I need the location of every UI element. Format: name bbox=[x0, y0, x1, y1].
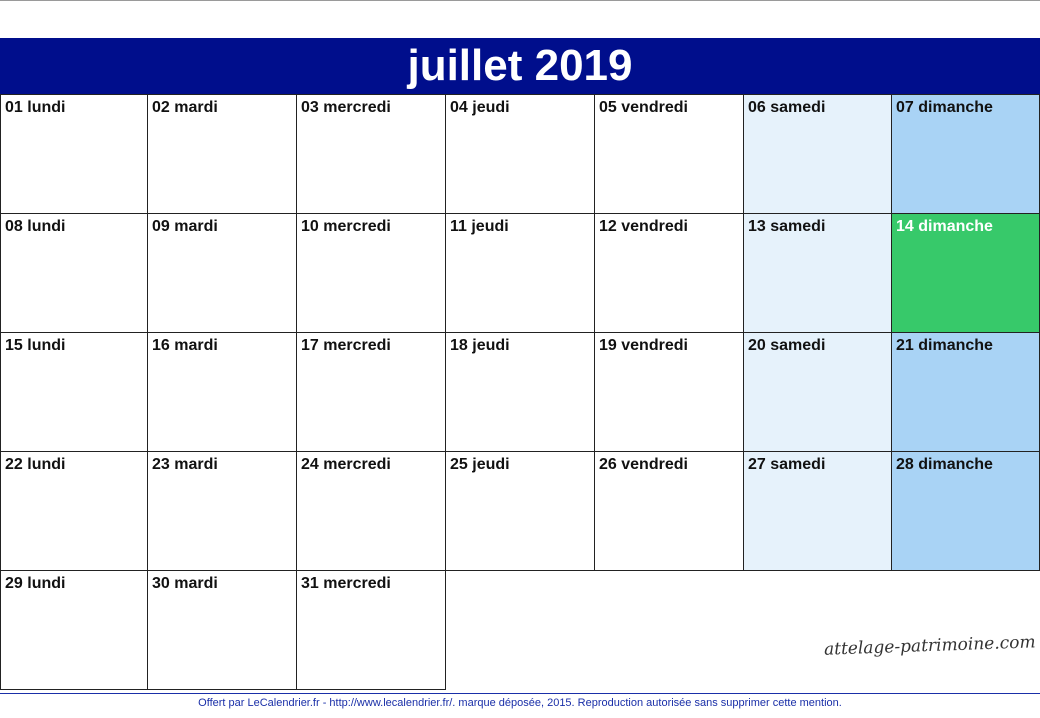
day-cell bbox=[743, 451, 892, 571]
day-cell bbox=[296, 451, 446, 571]
footer-rule bbox=[0, 693, 1040, 694]
day-label: 27 samedi bbox=[748, 456, 826, 473]
day-label: 11 jeudi bbox=[450, 218, 509, 235]
day-cell bbox=[743, 332, 892, 452]
day-label: 18 jeudi bbox=[450, 337, 510, 354]
day-label: 13 samedi bbox=[748, 218, 826, 235]
day-label: 19 vendredi bbox=[599, 337, 688, 354]
day-label: 14 dimanche bbox=[896, 218, 993, 235]
day-label: 20 samedi bbox=[748, 337, 826, 354]
day-cell bbox=[296, 332, 446, 452]
day-label: 28 dimanche bbox=[896, 456, 993, 473]
watermark: attelage-patrimoine.com bbox=[823, 632, 1036, 660]
day-cell bbox=[0, 332, 148, 452]
day-cell bbox=[891, 332, 1040, 452]
day-cell bbox=[296, 570, 446, 690]
day-label: 30 mardi bbox=[152, 575, 218, 592]
day-label: 02 mardi bbox=[152, 99, 218, 116]
day-label: 04 jeudi bbox=[450, 99, 510, 116]
day-label: 22 lundi bbox=[5, 456, 66, 473]
day-cell bbox=[594, 213, 744, 333]
day-cell bbox=[594, 94, 744, 214]
day-cell bbox=[594, 451, 744, 571]
day-label: 23 mardi bbox=[152, 456, 218, 473]
day-cell bbox=[445, 332, 595, 452]
day-cell bbox=[743, 213, 892, 333]
day-cell bbox=[0, 94, 148, 214]
month-title: juillet 2019 bbox=[0, 38, 1040, 94]
day-cell bbox=[0, 570, 148, 690]
footer-credit: Offert par LeCalendrier.fr - http://www.lecalendrier.fr/. marque déposée, 2015. Reproduction autorisée sans supprimer cette mention. bbox=[198, 697, 842, 709]
day-cell bbox=[594, 332, 744, 452]
day-label: 16 mardi bbox=[152, 337, 218, 354]
day-cell bbox=[147, 213, 297, 333]
day-cell bbox=[891, 451, 1040, 571]
day-label: 26 vendredi bbox=[599, 456, 688, 473]
day-label: 09 mardi bbox=[152, 218, 218, 235]
day-cell bbox=[0, 213, 148, 333]
day-label: 29 lundi bbox=[5, 575, 66, 592]
day-cell bbox=[147, 570, 297, 690]
day-label: 03 mercredi bbox=[301, 99, 391, 116]
day-cell bbox=[0, 451, 148, 571]
day-label: 07 dimanche bbox=[896, 99, 993, 116]
day-label: 06 samedi bbox=[748, 99, 826, 116]
day-cell bbox=[296, 94, 446, 214]
day-label: 31 mercredi bbox=[301, 575, 391, 592]
day-label: 01 lundi bbox=[5, 99, 66, 116]
day-cell bbox=[891, 213, 1040, 333]
day-cell bbox=[296, 213, 446, 333]
day-cell bbox=[147, 451, 297, 571]
day-cell bbox=[147, 332, 297, 452]
day-label: 17 mercredi bbox=[301, 337, 391, 354]
day-label: 15 lundi bbox=[5, 337, 66, 354]
top-rule bbox=[0, 0, 1040, 1]
day-label: 08 lundi bbox=[5, 218, 66, 235]
calendar-grid bbox=[0, 94, 1040, 689]
day-cell bbox=[147, 94, 297, 214]
day-label: 24 mercredi bbox=[301, 456, 391, 473]
day-cell bbox=[891, 94, 1040, 214]
day-cell bbox=[445, 94, 595, 214]
day-label: 05 vendredi bbox=[599, 99, 688, 116]
day-label: 10 mercredi bbox=[301, 218, 391, 235]
day-cell bbox=[445, 451, 595, 571]
day-label: 12 vendredi bbox=[599, 218, 688, 235]
day-label: 25 jeudi bbox=[450, 456, 510, 473]
day-cell bbox=[743, 94, 892, 214]
day-label: 21 dimanche bbox=[896, 337, 993, 354]
day-cell bbox=[445, 213, 595, 333]
